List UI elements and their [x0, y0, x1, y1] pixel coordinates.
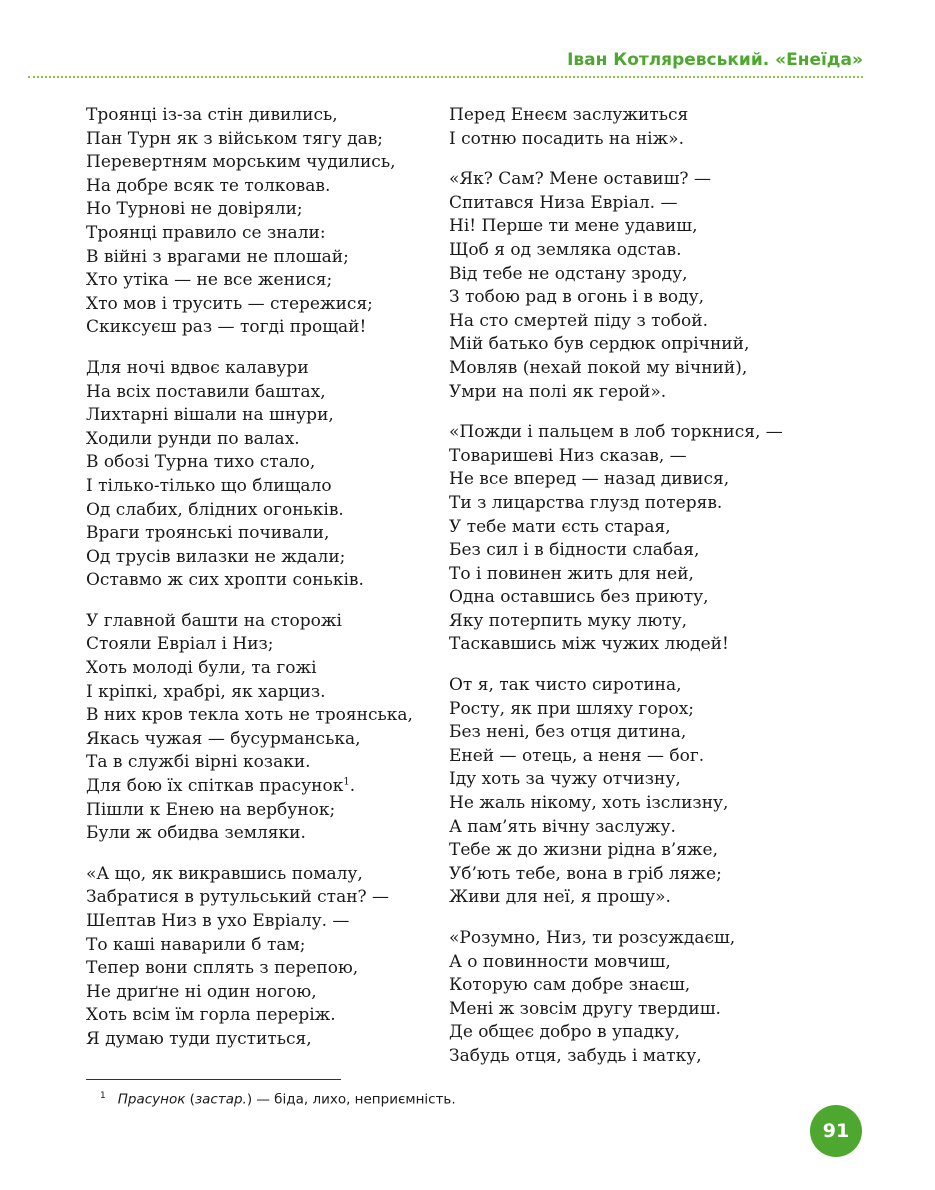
verse-line: Мені ж зовсім другу твердиш.: [449, 998, 721, 1019]
verse-line: Одна оставшись без приюту,: [449, 587, 709, 608]
verse-line: Лихтарні вішали на шнури,: [86, 405, 334, 426]
stanza: [449, 674, 809, 910]
verse-line: Росту, як при шляху горох;: [449, 698, 695, 719]
verse-line: «Як? Сам? Мене оставиш? —: [449, 169, 711, 190]
verse-line: І сотню посадить на ніж».: [449, 128, 684, 149]
verse-line: Та в службі вірні козаки.: [86, 752, 311, 773]
stanza: [449, 168, 809, 404]
verse-line: Троянці правило се знали:: [86, 222, 326, 243]
verse-line: Пан Турн як з військом тягу дав;: [86, 128, 384, 149]
verse-line: Якась чужая — бусурманська,: [86, 728, 361, 749]
verse-line: Щоб я од земляка одстав.: [449, 239, 682, 260]
page-number: 91: [810, 1105, 862, 1157]
footnote: $^1$ Прасунок (застар.) — біда, лихо, неприємність.: [100, 1091, 456, 1108]
verse-line: Таскавшись між чужих людей!: [449, 634, 729, 655]
verse-line: У тебе мати єсть старая,: [449, 516, 671, 537]
verse-line: Товаришеві Низ сказав, —: [449, 445, 687, 466]
verse-line: Скиксуєш раз — тогді прощай!: [86, 317, 367, 338]
running-header: Іван Котляревський. «Енеїда»: [567, 50, 863, 70]
verse-line: А пам’ять вічну заслужу.: [449, 816, 676, 837]
header-divider: [28, 76, 863, 78]
verse-line: То і повинен жить для ней,: [449, 563, 694, 584]
verse-line: На добре всяк те толковав.: [86, 175, 331, 196]
verse-line: І тілько-тілько що блищало: [86, 475, 332, 496]
verse-line: Не все вперед — назад дивися,: [449, 469, 730, 490]
verse-line: Троянці із-за стін дивились,: [86, 105, 338, 125]
verse-line: То каші наварили б там;: [86, 934, 306, 955]
verse-line: Для ночі вдвоє калавури: [86, 357, 309, 378]
verse-line: Перед Енеєм заслужиться: [449, 105, 689, 125]
stanza: [86, 104, 446, 340]
verse-line: «А що, як викравшись помалу,: [86, 863, 363, 884]
verse-line: Од слабих, блідних огоньків.: [86, 499, 344, 520]
verse-line: З тобою рад в огонь і в воду,: [449, 287, 705, 308]
verse-line: Іду хоть за чужу отчизну,: [449, 769, 681, 790]
stanza: [86, 610, 446, 846]
stanza: [86, 863, 446, 1052]
footnote-reference: 1: [343, 776, 350, 788]
verse-line: Не дриґне ні один ногою,: [86, 981, 317, 1002]
verse-line: От я, так чисто сиротина,: [449, 675, 682, 696]
verse-line: Тебе ж до жизни рідна в’яже,: [449, 840, 719, 861]
verse-line: І кріпкі, храбрі, як харциз.: [86, 681, 326, 702]
verse-line: Од трусів вилазки не ждали;: [86, 546, 346, 567]
verse-line: А о повинности мовчиш,: [449, 951, 671, 972]
verse-line: Спитався Низа Евріал. —: [449, 192, 678, 213]
verse-line: На всіх поставили баштах,: [86, 381, 326, 402]
verse-line: Хто мов і трусить — стережися;: [86, 293, 373, 314]
footnote-note: застар.: [194, 1091, 247, 1108]
verse-line: В війні з врагами не плошай;: [86, 246, 349, 267]
stanza: [86, 357, 446, 593]
verse-line: Я думаю туди пуститься,: [86, 1028, 312, 1049]
verse-line: «Пожди і пальцем в лоб торкнися, —: [449, 422, 783, 443]
footnote-term: Прасунок: [117, 1091, 186, 1108]
verse-line: Но Турнові не довіряли;: [86, 199, 303, 220]
verse-line: Еней — отець, а неня — бог.: [449, 745, 705, 766]
verse-line: Мовляв (нехай покой му вічний),: [449, 357, 748, 378]
verse-line: Стояли Евріал і Низ;: [86, 634, 274, 655]
stanza: [449, 104, 809, 151]
verse-line: Шептав Низ в ухо Евріалу. —: [86, 911, 350, 931]
verse-line: «Розумно, Низ, ти розсуждаєш,: [449, 928, 736, 948]
verse-line: Враги троянські почивали,: [86, 523, 330, 544]
verse-line: Перевертням морським чудились,: [86, 152, 396, 173]
verse-line: Которую сам добре знаєш,: [449, 975, 691, 996]
verse-line: У главной башти на сторожі: [86, 610, 342, 631]
stanza: [449, 927, 809, 1069]
poem-left-column: [86, 104, 446, 1069]
verse-line: Від тебе не одстану зроду,: [449, 263, 688, 284]
verse-line: Ні! Перше ти мене удавиш,: [449, 216, 698, 237]
verse-line: Тепер вони сплять з перепою,: [86, 958, 359, 979]
verse-line: Без нені, без отця дитина,: [449, 722, 687, 743]
verse-line: В обозі Турна тихо стало,: [86, 452, 316, 473]
verse-line: Пішли к Енею на вербунок;: [86, 799, 336, 820]
verse-line: Уб’ють тебе, вона в гріб ляже;: [449, 863, 722, 884]
verse-line: Для бою їх спіткав прасунок$^1$.: [86, 776, 356, 797]
verse-line: Хоть всім їм горла переріж.: [86, 1005, 336, 1026]
verse-line: Хоть молоді були, та гожі: [86, 658, 317, 679]
poem-right-column: [449, 104, 809, 1086]
stanza: [449, 421, 809, 657]
footnote-divider: [86, 1079, 341, 1080]
verse-line: Ти з лицарства глузд потеряв.: [449, 492, 723, 513]
verse-line: Умри на полі як герой».: [449, 381, 667, 402]
verse-line: Не жаль нікому, хоть ізслизну,: [449, 793, 729, 814]
verse-line: Забудь отця, забудь і матку,: [449, 1045, 702, 1066]
verse-line: Були ж обидва земляки.: [86, 823, 306, 844]
verse-line: Хто утіка — не все женися;: [86, 270, 333, 291]
verse-line: Де общеє добро в упадку,: [449, 1022, 680, 1043]
verse-line: На сто смертей піду з тобой.: [449, 310, 708, 331]
verse-line: Без сил і в бідности слабая,: [449, 540, 700, 561]
verse-line: Яку потерпить муку люту,: [449, 610, 688, 631]
verse-line: Забратися в рутульський стан? —: [86, 887, 390, 908]
footnote-definition: ) — біда, лихо, неприємність.: [246, 1091, 456, 1108]
footnote-mark: 1: [100, 1091, 106, 1101]
verse-line: В них кров текла хоть не троянська,: [86, 705, 413, 726]
verse-line: Оставмо ж сих хропти соньків.: [86, 570, 364, 591]
verse-line: Живи для неї, я прошу».: [449, 887, 671, 908]
verse-line: Ходили рунди по валах.: [86, 428, 300, 449]
verse-line: Мій батько був сердюк опрічний,: [449, 334, 750, 355]
